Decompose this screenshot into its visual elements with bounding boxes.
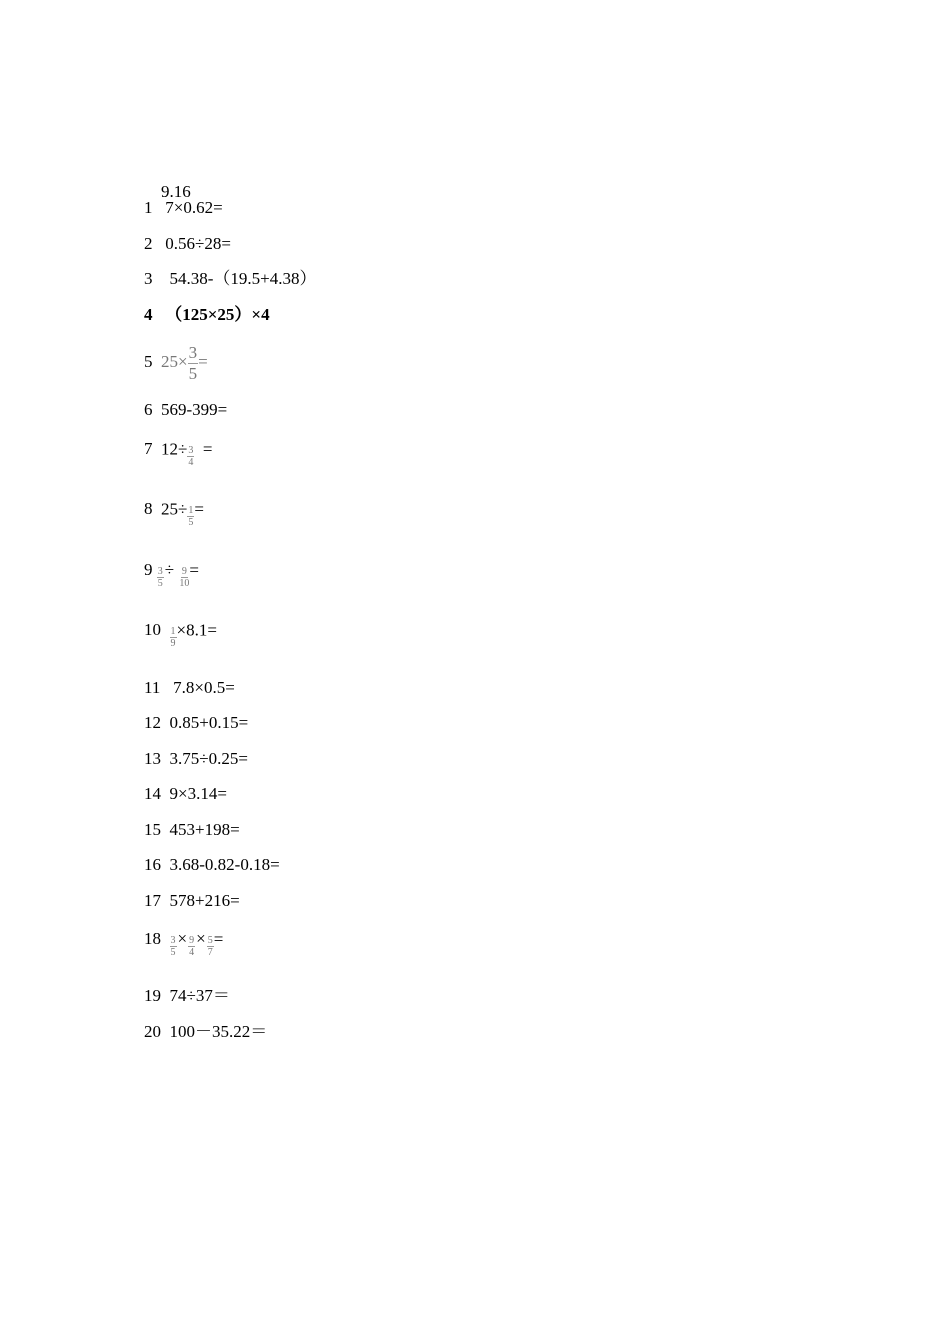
problem-number: 20 [144,1022,161,1041]
problem-17 [144,891,240,911]
problem-16 [144,855,280,875]
problem-12 [144,713,248,733]
problem-suffix: ×8.1= [176,620,217,640]
fraction-denominator: 7 [207,947,213,958]
operator: × [177,929,188,949]
problem-expression: 100－35.22＝ [169,1022,268,1041]
fraction [187,445,194,468]
problem-expression: 0.56÷28= [165,234,231,253]
fraction-denominator: 5 [157,578,163,589]
problem-expression: 54.38-（19.5+4.38） [169,269,317,288]
fraction [188,343,199,384]
problem-number: 4 [144,305,153,324]
problem-expression: 578+216= [169,891,240,910]
problem-prefix: 25× [161,352,188,371]
problem-10 [144,620,217,649]
problem-9 [144,560,199,589]
problem-20 [144,1022,267,1042]
problem-expression: 9×3.14= [169,784,227,803]
problem-number: 7 [144,439,153,459]
problem-number: 11 [144,678,161,697]
problem-suffix: = [198,352,208,371]
problem-number: 17 [144,891,161,910]
problem-number: 16 [144,855,161,874]
problem-expression: 74÷37＝ [169,986,230,1005]
problem-number: 10 [144,620,161,640]
date-text: 9.16 [161,182,191,201]
problem-number: 1 [144,198,153,217]
problem-expression: 7.8×0.5= [173,678,235,697]
problem-expression: 7×0.62= [165,198,223,217]
problem-3 [144,269,317,289]
fraction-denominator: 5 [188,363,198,383]
fraction [170,935,177,958]
fraction [157,566,164,589]
operator: × [196,929,206,949]
problem-number: 5 [144,352,153,371]
problem-prefix: 25÷ [161,499,188,519]
fraction-denominator: 5 [170,947,176,958]
problem-expression: 3.68-0.82-0.18= [169,855,280,874]
fraction [207,935,214,958]
problem-suffix: = [189,560,199,580]
problem-number: 18 [144,929,161,949]
fraction-numerator: 1 [170,626,176,637]
problem-number: 2 [144,234,153,253]
problem-expression: 569-399= [161,400,228,419]
problem-number: 8 [144,499,153,519]
problem-number: 13 [144,749,161,768]
problem-4 [144,305,270,325]
problem-expression: （125×25）×4 [165,305,270,324]
problem-2 [144,234,231,254]
problem-18 [144,929,224,958]
problem-number: 6 [144,400,153,419]
fraction-numerator: 3 [170,935,176,946]
fraction-denominator: 4 [188,457,194,468]
problem-19 [144,986,230,1006]
problem-13 [144,749,248,769]
problem-1 [144,198,223,218]
problem-6 [144,400,227,420]
operator: ÷ [164,560,175,580]
problem-5 [144,342,208,384]
problem-8 [144,499,204,528]
problem-11 [144,678,235,698]
problem-number: 3 [144,269,153,288]
problem-expression: 453+198= [169,820,240,839]
problem-7 [144,439,213,468]
problem-number: 19 [144,986,161,1005]
problem-number: 14 [144,784,161,803]
fraction [179,566,189,589]
problem-expression: 0.85+0.15= [169,713,249,732]
problem-suffix: = [202,439,213,459]
fraction-numerator: 9 [181,566,187,577]
fraction-numerator: 3 [188,342,198,362]
problem-number: 9 [144,560,153,580]
problem-number: 12 [144,713,161,732]
problem-expression: 3.75÷0.25= [169,749,248,768]
fraction-numerator: 1 [188,505,194,516]
problem-14 [144,784,227,804]
fraction-numerator: 3 [157,566,163,577]
fraction-denominator: 5 [188,517,194,528]
problem-prefix: 12÷ [161,439,188,459]
problem-number: 15 [144,820,161,839]
problem-15 [144,820,240,840]
problem-suffix: = [194,499,204,519]
fraction-denominator: 9 [170,638,176,649]
fraction-numerator: 9 [189,935,195,946]
fraction-numerator: 3 [188,445,194,456]
fraction [188,935,195,958]
problem-suffix: = [213,929,224,949]
fraction [187,505,194,528]
fraction-numerator: 5 [207,935,213,946]
fraction [170,626,177,649]
fraction-denominator: 4 [189,947,195,958]
fraction-denominator: 10 [179,578,190,589]
